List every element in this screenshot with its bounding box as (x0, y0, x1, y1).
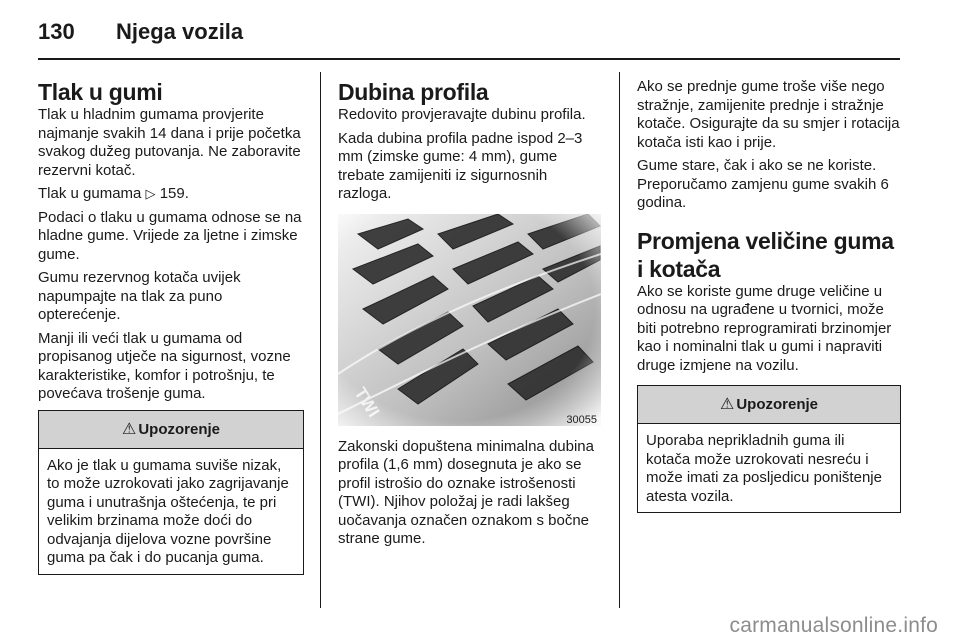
paragraph-page-ref (38, 185, 304, 204)
paragraph: Ako se koriste gume druge veličine u odnosu na ugrađene u tvornici, može biti potrebno reprogramirati brzinomjer kao i nominalni tlak u gumi i napraviti druge izmjene na vozilu. (637, 282, 892, 374)
section-heading-tread-depth: Dubina profila (338, 79, 489, 105)
warning-box (38, 410, 304, 575)
page-header (38, 16, 900, 60)
tire-tread-image (338, 214, 601, 426)
paragraph: Podaci o tlaku u gumama odnose se na hladne gume. Vrijede za ljetne i zimske gume. (38, 208, 302, 263)
warning-triangle-icon: ⚠ (121, 420, 137, 438)
header-rule (38, 58, 900, 60)
warning-box (637, 385, 901, 513)
page-number: 130 (38, 19, 75, 44)
column-divider-1 (320, 72, 321, 608)
warning-body (39, 449, 303, 574)
paragraph: Zakonski dopuštena minimalna dubina profila (1,6 mm) dosegnuta je ako se profil istrošio do oznake istrošenosti (TWI). Njihov položaj je radi lakšeg uočavanja označen oznakom s bočne strane gume. (338, 437, 594, 547)
watermark: carmanualsonline.info (729, 614, 938, 637)
section-heading-tire-size-change: Promjena veličine guma i kotača (637, 227, 894, 282)
page-ref-arrow-icon: ▷ (145, 186, 156, 201)
warning-title: Upozorenje (138, 420, 221, 438)
column-2 (338, 78, 604, 554)
tire-tread-illustration (338, 214, 601, 426)
section-heading-tire-pressure: Tlak u gumi (38, 79, 163, 105)
warning-header (638, 386, 900, 424)
image-code: 30055 (566, 413, 597, 426)
paragraph: Gume stare, čak i ako se ne koriste. Preporučamo zamjenu gume svakih 6 godina. (637, 157, 889, 211)
warning-text: Ako je tlak u gumama suviše nizak, to može uzrokovati jako zagrijavanje guma i unutrašnja oštećenja, te pri velikim brzinama može doći do odvajanja dijelova vozne površine guma pa čak i do pucanja guma. (47, 456, 289, 566)
paragraph: Kada dubina profila padne ispod 2–3 mm (zimske gume: 4 mm), gume trebate zamijeniti iz sigurnosnih razloga. (338, 129, 583, 202)
ref-text: Tlak u gumama (38, 185, 142, 202)
column-divider-2 (619, 72, 620, 608)
warning-text: Uporaba neprikladnih guma ili kotača može uzrokovati nesreću i može imati za posljedicu poništenje atesta vozila. (646, 432, 882, 505)
warning-triangle-icon: ⚠ (719, 396, 735, 413)
paragraph: Gumu rezervnog kotača uvijek napumpajte na tlak za puno opterećenje. (38, 269, 241, 323)
column-3 (637, 78, 901, 513)
paragraph: Redovito provjeravajte dubinu profila. (338, 106, 586, 123)
paragraph: Manji ili veći tlak u gumama od propisanog utječe na sigurnost, vozne karakteristike, komfor i potrošnju, te povećava trošenje guma. (38, 329, 291, 402)
warning-header (39, 411, 303, 449)
chapter-title: Njega vozila (116, 19, 244, 44)
warning-body (638, 424, 900, 512)
column-1 (38, 78, 304, 575)
paragraph: Ako se prednje gume troše više nego stražnje, zamijenite prednje i stražnje kotače. Osigurajte da su smjer i rotacija kotača isti kao i prije. (637, 78, 900, 151)
warning-title: Upozorenje (736, 396, 819, 413)
page-ref-link[interactable]: 159. (159, 185, 189, 202)
paragraph: Tlak u hladnim gumama provjerite najmanje svakih 14 dana i prije početka svakog dužeg putovanja. Ne zaboravite rezervni kotač. (38, 106, 301, 179)
